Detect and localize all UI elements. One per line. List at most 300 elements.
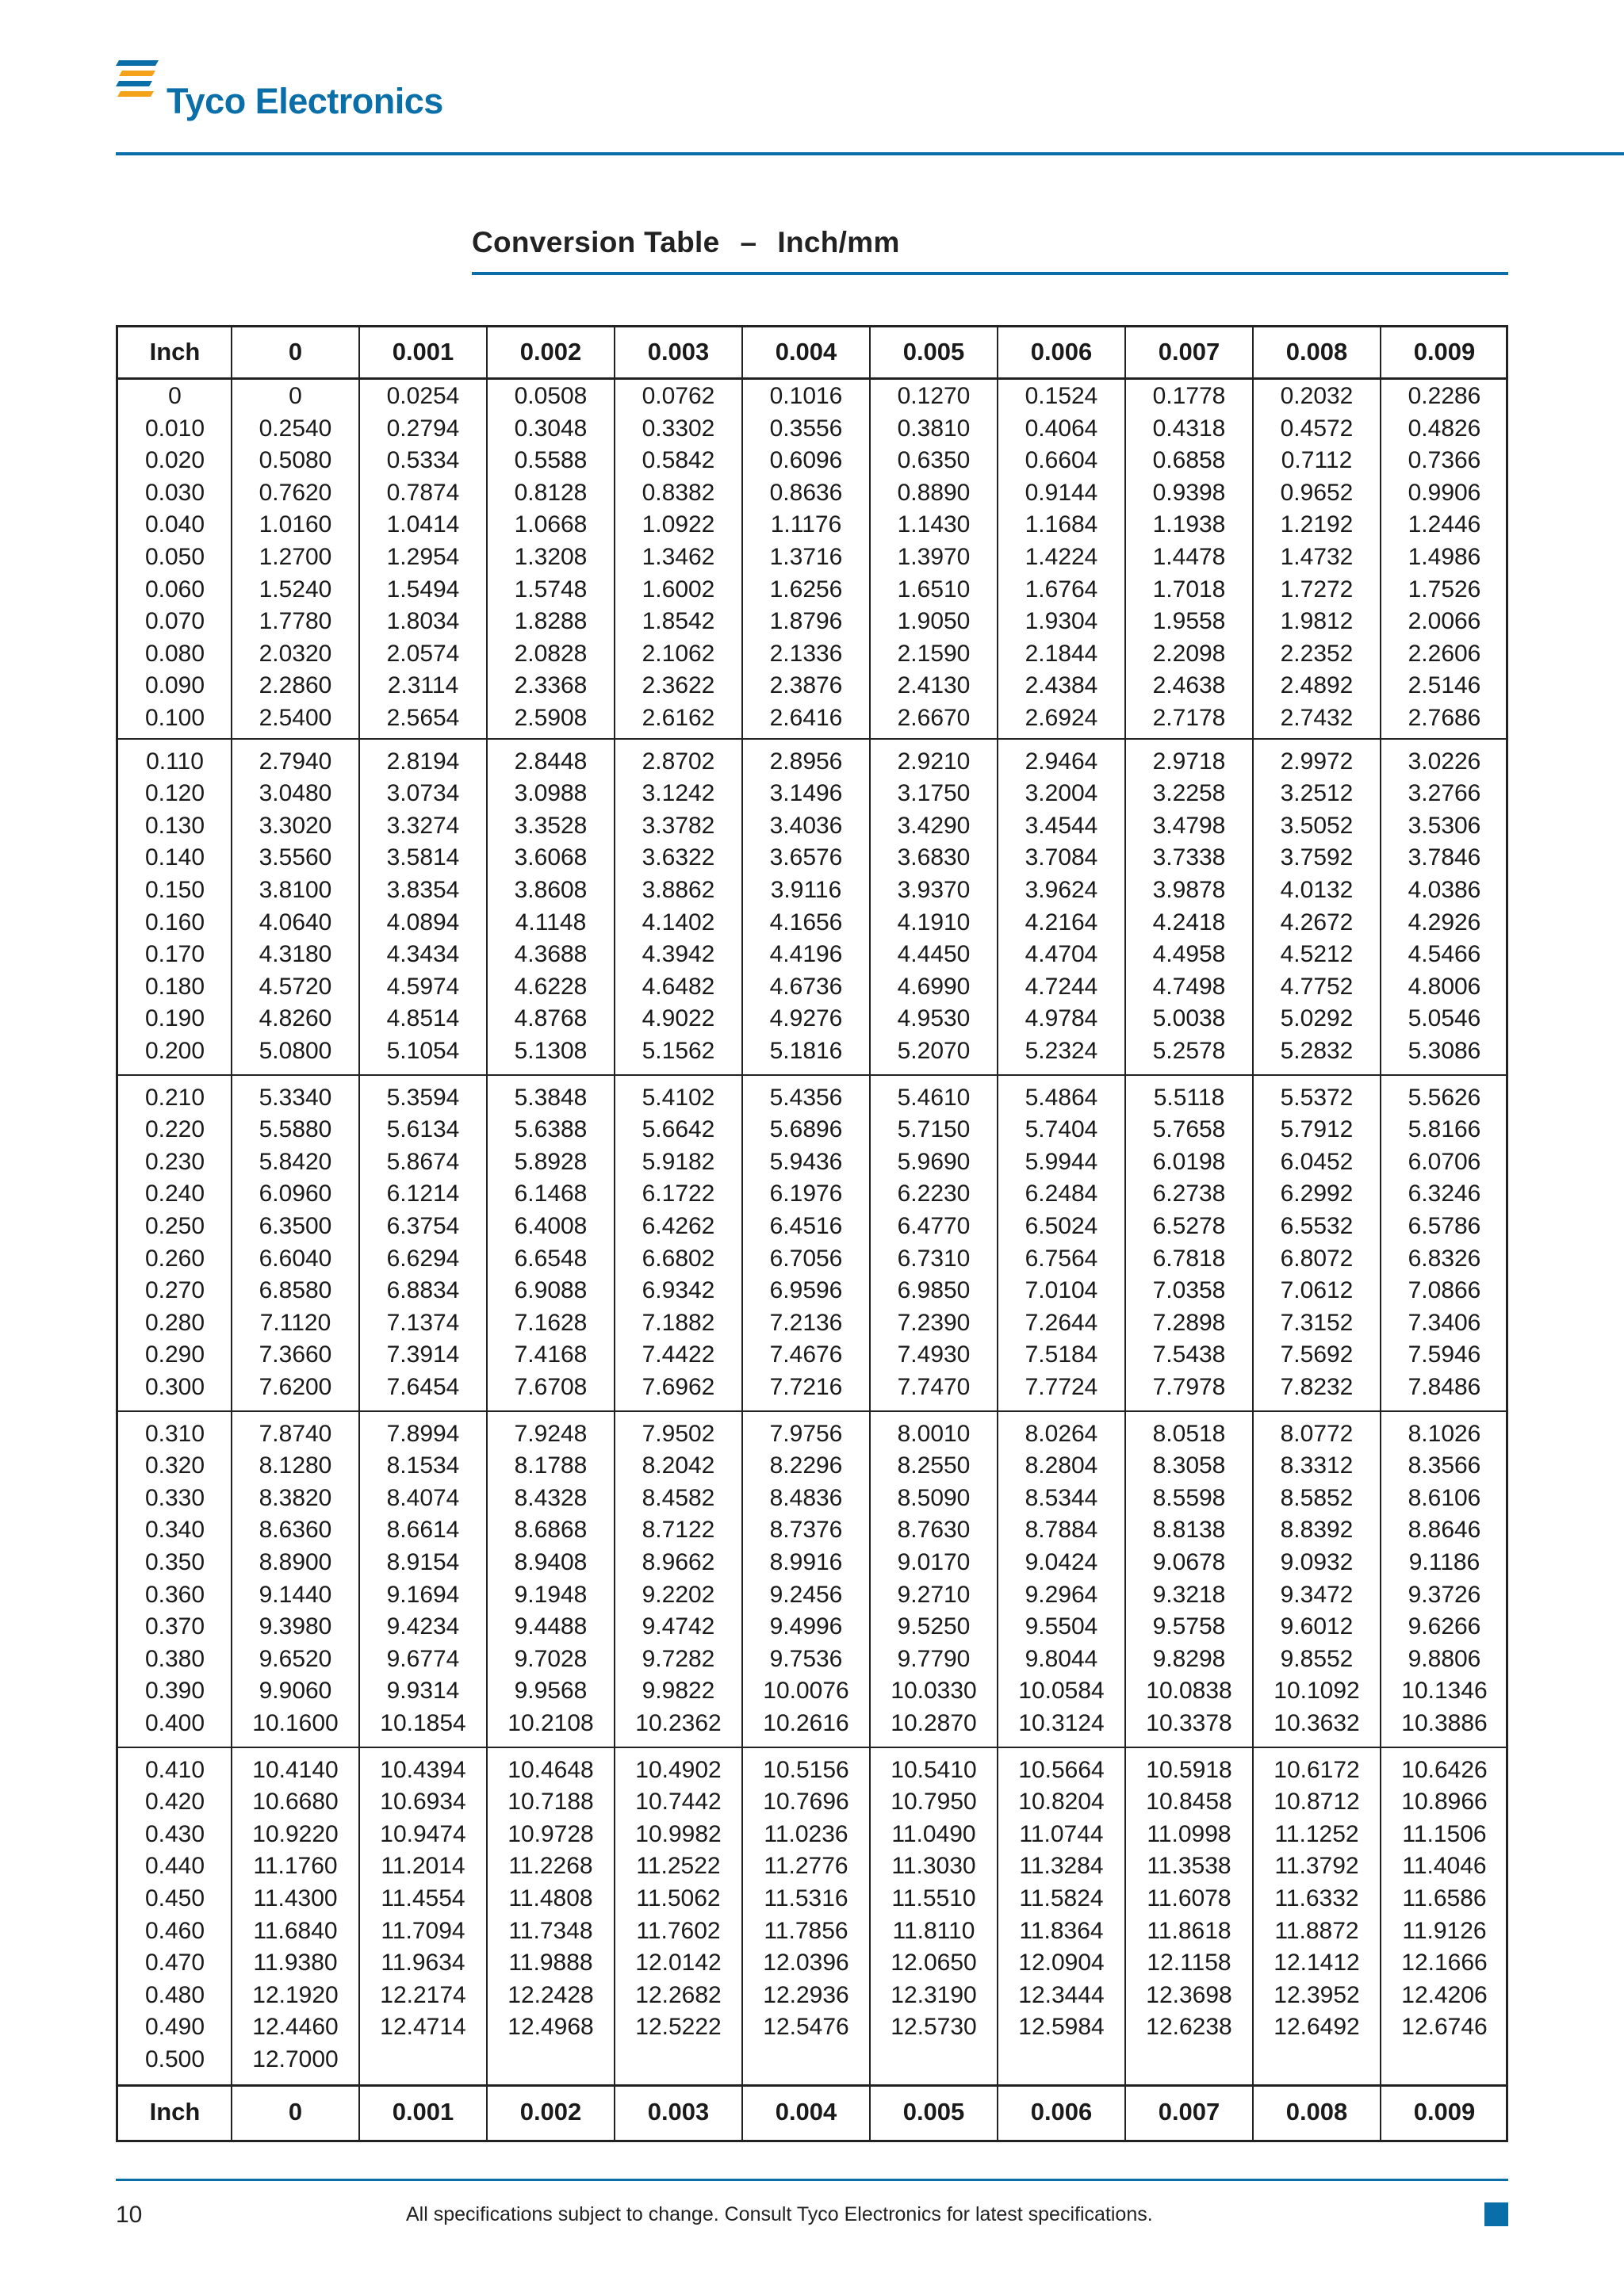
mm-value-cell: 3.3782	[642, 812, 715, 839]
mm-value-cell: 10.6172	[1274, 1756, 1360, 1783]
mm-value-cell: 0.2794	[386, 415, 460, 442]
table-row	[118, 1947, 1506, 1980]
table-row	[118, 1450, 1506, 1483]
table-row	[118, 1339, 1506, 1372]
header-cell: 0.008	[1285, 2098, 1348, 2126]
inch-value-cell: 0.250	[144, 1213, 205, 1239]
mm-value-cell: 10.1092	[1274, 1678, 1360, 1705]
mm-value-cell: 6.8072	[1280, 1245, 1354, 1272]
mm-value-cell: 8.5090	[897, 1484, 971, 1511]
column-divider	[486, 327, 488, 2140]
mm-value-cell: 6.7056	[769, 1245, 843, 1272]
header-cell: 0.001	[392, 338, 454, 365]
mm-value-cell: 11.6840	[253, 1917, 338, 1944]
table-row	[118, 1547, 1506, 1579]
mm-value-cell: 11.5510	[891, 1885, 976, 1911]
mm-value-cell: 11.3792	[1274, 1853, 1359, 1880]
mm-value-cell: 0.6096	[769, 447, 843, 474]
mm-value-cell: 10.9982	[635, 1820, 722, 1847]
table-row	[118, 1146, 1506, 1179]
mm-value-cell: 10.3378	[1146, 1710, 1232, 1736]
mm-value-cell: 5.5372	[1280, 1084, 1354, 1111]
page-title-separator: –	[740, 226, 757, 258]
mm-value-cell: 6.9850	[897, 1277, 971, 1304]
mm-value-cell: 1.7018	[1152, 576, 1226, 603]
inch-value-cell: 0.130	[144, 812, 205, 839]
mm-value-cell: 8.2042	[642, 1452, 715, 1479]
mm-value-cell: 4.6736	[769, 973, 843, 1000]
mm-value-cell: 8.7376	[769, 1517, 843, 1544]
table-row	[118, 1644, 1506, 1676]
mm-value-cell: 9.5758	[1152, 1613, 1226, 1640]
mm-value-cell: 5.7404	[1025, 1116, 1098, 1143]
mm-value-cell: 0.3302	[642, 415, 715, 442]
mm-value-cell: 0.5080	[259, 447, 332, 474]
mm-value-cell: 1.0414	[386, 511, 460, 538]
header-cell: 0.005	[902, 2098, 965, 2126]
footer-rule	[116, 2179, 1508, 2181]
mm-value-cell: 8.0010	[897, 1420, 971, 1447]
table-divider	[118, 2084, 1506, 2087]
mm-value-cell: 5.3848	[514, 1084, 588, 1111]
inch-value-cell: 0.500	[144, 2046, 205, 2072]
mm-value-cell: 4.4704	[1025, 941, 1098, 968]
mm-value-cell: 1.4478	[1152, 544, 1226, 570]
inch-value-cell: 0.150	[144, 877, 205, 903]
mm-value-cell: 5.5626	[1408, 1084, 1481, 1111]
inch-value-cell: 0.380	[144, 1645, 205, 1672]
mm-value-cell: 2.4638	[1152, 672, 1226, 699]
mm-value-cell: 10.2616	[763, 1710, 849, 1736]
mm-value-cell: 10.3124	[1018, 1710, 1105, 1736]
mm-value-cell: 2.8448	[514, 748, 588, 775]
mm-value-cell: 0.2540	[259, 415, 332, 442]
mm-value-cell: 9.9060	[259, 1678, 332, 1705]
mm-value-cell: 8.4836	[769, 1484, 843, 1511]
mm-value-cell: 12.4714	[380, 2014, 466, 2041]
inch-value-cell: 0.430	[144, 1820, 205, 1847]
mm-value-cell: 7.8486	[1408, 1374, 1481, 1400]
table-row	[118, 670, 1506, 702]
mm-value-cell: 0.4572	[1280, 415, 1354, 442]
mm-value-cell: 12.1158	[1147, 1950, 1231, 1976]
mm-value-cell: 11.2268	[508, 1853, 593, 1880]
mm-value-cell: 8.5598	[1152, 1484, 1226, 1511]
mm-value-cell: 8.3566	[1408, 1452, 1481, 1479]
mm-value-cell: 7.5184	[1025, 1341, 1098, 1368]
mm-value-cell: 11.1252	[1274, 1820, 1359, 1847]
mm-value-cell: 12.1920	[252, 1981, 339, 2008]
mm-value-cell: 1.9812	[1280, 608, 1354, 635]
mm-value-cell: 3.9624	[1025, 877, 1098, 903]
inch-value-cell: 0.070	[144, 608, 205, 635]
mm-value-cell: 4.0386	[1408, 877, 1481, 903]
mm-value-cell: 12.0904	[1018, 1950, 1105, 1976]
mm-value-cell: 11.5824	[1019, 1885, 1104, 1911]
inch-value-cell: 0.490	[144, 2014, 205, 2041]
table-row	[118, 445, 1506, 477]
mm-value-cell: 12.0650	[891, 1950, 977, 1976]
mm-value-cell: 2.6670	[897, 705, 971, 731]
table-row	[118, 1786, 1506, 1819]
mm-value-cell: 10.2108	[508, 1710, 594, 1736]
mm-value-cell: 2.7940	[259, 748, 332, 775]
mm-value-cell: 9.3218	[1152, 1581, 1226, 1608]
inch-value-cell: 0.300	[144, 1374, 205, 1400]
mm-value-cell: 5.4356	[769, 1084, 843, 1111]
mm-value-cell: 9.6520	[259, 1645, 332, 1672]
page-title-unit: Inch/mm	[777, 226, 900, 258]
mm-value-cell: 1.6256	[769, 576, 843, 603]
mm-value-cell: 2.1336	[769, 640, 843, 667]
mm-value-cell: 10.9474	[380, 1820, 466, 1847]
inch-value-cell: 0.290	[144, 1341, 205, 1368]
mm-value-cell: 5.0546	[1408, 1005, 1481, 1032]
mm-value-cell: 10.1854	[380, 1710, 466, 1736]
mm-value-cell: 8.2804	[1025, 1452, 1098, 1479]
column-divider	[358, 327, 360, 2140]
mm-value-cell: 11.3284	[1019, 1853, 1104, 1880]
mm-value-cell: 2.7686	[1408, 705, 1481, 731]
mm-value-cell: 5.1308	[514, 1038, 588, 1064]
mm-value-cell: 11.6586	[1402, 1885, 1487, 1911]
mm-value-cell: 12.6238	[1146, 2014, 1232, 2041]
mm-value-cell: 3.8100	[259, 877, 332, 903]
mm-value-cell: 0.7874	[386, 479, 460, 506]
inch-value-cell: 0.020	[144, 447, 205, 474]
mm-value-cell: 9.1440	[259, 1581, 332, 1608]
footer-disclaimer: All specifications subject to change. Consult Tyco Electronics for latest specifications.	[406, 2203, 1153, 2225]
mm-value-cell: 11.6078	[1147, 1885, 1231, 1911]
mm-value-cell: 8.4582	[642, 1484, 715, 1511]
mm-value-cell: 4.8260	[259, 1005, 332, 1032]
mm-value-cell: 4.5720	[259, 973, 332, 1000]
mm-value-cell: 12.5730	[891, 2014, 977, 2041]
mm-value-cell: 12.2428	[508, 1981, 594, 2008]
mm-value-cell: 10.1600	[252, 1710, 339, 1736]
table-row	[118, 1418, 1506, 1451]
tyco-logo	[116, 59, 481, 125]
mm-value-cell: 5.3086	[1408, 1038, 1481, 1064]
mm-value-cell: 0.9652	[1280, 479, 1354, 506]
table-row	[118, 1514, 1506, 1547]
mm-value-cell: 11.4554	[381, 1885, 465, 1911]
mm-value-cell: 6.8580	[259, 1277, 332, 1304]
mm-value-cell: 2.7432	[1280, 705, 1354, 731]
mm-value-cell: 8.5344	[1025, 1484, 1098, 1511]
mm-value-cell: 9.0678	[1152, 1549, 1226, 1575]
mm-value-cell: 5.4864	[1025, 1084, 1098, 1111]
mm-value-cell: 9.2964	[1025, 1581, 1098, 1608]
mm-value-cell: 7.6200	[259, 1374, 332, 1400]
mm-value-cell: 6.6548	[514, 1245, 588, 1272]
table-row	[118, 1850, 1506, 1883]
mm-value-cell: 2.4384	[1025, 672, 1098, 699]
mm-value-cell	[870, 2044, 998, 2076]
mm-value-cell: 3.1750	[897, 780, 971, 807]
header-cell: 0.004	[775, 2098, 837, 2126]
mm-value-cell: 12.3952	[1274, 1981, 1360, 2008]
mm-value-cell: 4.0894	[386, 909, 460, 936]
mm-value-cell: 0.3556	[769, 415, 843, 442]
mm-value-cell: 2.8956	[769, 748, 843, 775]
mm-value-cell: 12.0142	[635, 1950, 722, 1976]
mm-value-cell: 7.0612	[1280, 1277, 1354, 1304]
mm-value-cell: 3.0480	[259, 780, 332, 807]
mm-value-cell: 0.3810	[897, 415, 971, 442]
header-cell: 0.007	[1158, 338, 1220, 365]
column-divider	[1124, 327, 1126, 2140]
mm-value-cell: 7.3914	[386, 1341, 460, 1368]
mm-value-cell: 4.3942	[642, 941, 715, 968]
mm-value-cell: 11.7348	[508, 1917, 593, 1944]
mm-value-cell: 0.1016	[769, 383, 843, 409]
mm-value-cell: 0.2032	[1280, 383, 1354, 409]
mm-value-cell: 4.8768	[514, 1005, 588, 1032]
table-row	[118, 810, 1506, 843]
mm-value-cell: 5.5118	[1153, 1084, 1225, 1111]
mm-value-cell: 8.3058	[1152, 1452, 1226, 1479]
inch-value-cell: 0.240	[144, 1181, 205, 1207]
mm-value-cell: 8.0772	[1280, 1420, 1354, 1447]
mm-value-cell: 6.0452	[1280, 1148, 1354, 1175]
mm-value-cell: 2.9972	[1280, 748, 1354, 775]
mm-value-cell: 9.1186	[1408, 1549, 1480, 1575]
mm-value-cell: 2.2606	[1408, 640, 1481, 667]
mm-value-cell: 11.9888	[508, 1950, 593, 1976]
table-row	[118, 1675, 1506, 1708]
page-title-main: Conversion Table	[472, 226, 720, 258]
mm-value-cell	[359, 2044, 487, 2076]
mm-value-cell: 12.5476	[763, 2014, 849, 2041]
table-row	[118, 606, 1506, 638]
mm-value-cell: 3.7846	[1408, 844, 1481, 871]
mm-value-cell: 7.8994	[386, 1420, 460, 1447]
mm-value-cell: 5.9944	[1025, 1148, 1098, 1175]
inch-value-cell: 0.230	[144, 1148, 205, 1175]
table-footer-row	[118, 2086, 1506, 2138]
mm-value-cell: 1.2954	[386, 544, 460, 570]
table-divider	[118, 377, 1506, 380]
mm-value-cell: 11.0998	[1147, 1820, 1231, 1847]
inch-value-cell: 0.100	[144, 705, 205, 731]
mm-value-cell: 10.7188	[508, 1789, 594, 1816]
mm-value-cell: 6.7564	[1025, 1245, 1098, 1272]
mm-value-cell: 9.6774	[386, 1645, 460, 1672]
mm-value-cell: 7.6962	[642, 1374, 715, 1400]
mm-value-cell: 11.5062	[636, 1885, 721, 1911]
brand-name: Tyco Electronics	[167, 81, 443, 121]
mm-value-cell: 4.9530	[897, 1005, 971, 1032]
mm-value-cell: 9.7536	[769, 1645, 843, 1672]
mm-value-cell: 7.4676	[769, 1341, 843, 1368]
table-row	[118, 1178, 1506, 1211]
mm-value-cell: 9.9568	[514, 1678, 588, 1705]
mm-value-cell: 6.2738	[1152, 1181, 1226, 1207]
mm-value-cell: 9.3726	[1408, 1581, 1481, 1608]
inch-value-cell: 0.050	[144, 544, 205, 570]
mm-value-cell: 5.6388	[514, 1116, 588, 1143]
mm-value-cell: 8.6360	[259, 1517, 332, 1544]
mm-value-cell: 7.8740	[259, 1420, 332, 1447]
column-divider	[869, 327, 871, 2140]
mm-value-cell: 1.4732	[1280, 544, 1354, 570]
table-row	[118, 1915, 1506, 1948]
mm-value-cell: 12.6746	[1401, 2014, 1488, 2041]
mm-value-cell: 9.4996	[769, 1613, 843, 1640]
mm-value-cell	[1125, 2044, 1253, 2076]
mm-value-cell: 1.5240	[259, 576, 332, 603]
mm-value-cell: 1.5748	[514, 576, 588, 603]
mm-value-cell: 8.2296	[769, 1452, 843, 1479]
mm-value-cell: 7.3152	[1280, 1309, 1354, 1336]
mm-value-cell: 11.9126	[1402, 1917, 1487, 1944]
mm-value-cell: 4.7752	[1280, 973, 1354, 1000]
mm-value-cell: 4.7244	[1025, 973, 1098, 1000]
mm-value-cell: 6.1468	[514, 1181, 588, 1207]
mm-value-cell: 6.2230	[897, 1181, 971, 1207]
mm-value-cell: 5.0038	[1152, 1005, 1226, 1032]
mm-value-cell: 3.7084	[1025, 844, 1098, 871]
mm-value-cell: 5.5880	[259, 1116, 332, 1143]
mm-value-cell: 0.5334	[386, 447, 460, 474]
mm-value-cell: 1.1938	[1152, 511, 1226, 538]
mm-value-cell: 3.4798	[1152, 812, 1226, 839]
mm-value-cell: 12.6492	[1274, 2014, 1360, 2041]
mm-value-cell: 6.4770	[897, 1213, 971, 1239]
mm-value-cell: 11.8364	[1019, 1917, 1104, 1944]
mm-value-cell: 7.3406	[1408, 1309, 1481, 1336]
mm-value-cell: 11.0744	[1019, 1820, 1104, 1847]
mm-value-cell: 1.8034	[386, 608, 460, 635]
mm-value-cell: 7.1628	[514, 1309, 588, 1336]
mm-value-cell: 7.7724	[1025, 1374, 1098, 1400]
mm-value-cell: 5.1562	[642, 1038, 715, 1064]
mm-value-cell: 2.2860	[259, 672, 332, 699]
mm-value-cell: 8.8392	[1280, 1517, 1354, 1544]
mm-value-cell: 7.7216	[769, 1374, 843, 1400]
mm-value-cell: 7.2898	[1152, 1309, 1226, 1336]
mm-value-cell: 7.4168	[514, 1341, 588, 1368]
mm-value-cell: 6.0706	[1408, 1148, 1481, 1175]
table-row	[118, 2044, 1506, 2076]
mm-value-cell: 11.0236	[764, 1820, 848, 1847]
mm-value-cell: 3.7338	[1152, 844, 1226, 871]
mm-value-cell: 7.0358	[1152, 1277, 1226, 1304]
table-row	[118, 413, 1506, 446]
mm-value-cell: 2.3876	[769, 672, 843, 699]
mm-value-cell: 12.7000	[252, 2046, 339, 2072]
mm-value-cell: 2.1062	[642, 640, 715, 667]
mm-value-cell: 0.9398	[1152, 479, 1226, 506]
mm-value-cell: 7.3660	[259, 1341, 332, 1368]
mm-value-cell: 6.7818	[1152, 1245, 1226, 1272]
inch-value-cell: 0.170	[144, 941, 205, 968]
table-row	[118, 1611, 1506, 1644]
mm-value-cell: 2.1844	[1025, 640, 1098, 667]
mm-value-cell: 1.1684	[1025, 511, 1098, 538]
mm-value-cell: 4.6228	[514, 973, 588, 1000]
mm-value-cell: 3.1496	[769, 780, 843, 807]
mm-value-cell: 8.1280	[259, 1452, 332, 1479]
mm-value-cell: 1.8796	[769, 608, 843, 635]
mm-value-cell: 5.8928	[514, 1148, 588, 1175]
mm-value-cell: 12.2174	[380, 1981, 466, 2008]
mm-value-cell: 0.0762	[642, 383, 715, 409]
mm-value-cell: 0	[289, 383, 302, 409]
mm-value-cell: 10.6680	[252, 1789, 339, 1816]
mm-value-cell: 10.4902	[635, 1756, 722, 1783]
mm-value-cell: 7.4422	[642, 1341, 715, 1368]
mm-value-cell: 5.2578	[1152, 1038, 1226, 1064]
table-row	[118, 541, 1506, 574]
page-title	[472, 226, 900, 259]
table-row	[118, 746, 1506, 779]
mm-value-cell: 8.8646	[1408, 1517, 1481, 1544]
mm-value-cell: 3.5306	[1408, 812, 1481, 839]
mm-value-cell: 8.0264	[1025, 1420, 1098, 1447]
mm-value-cell: 9.2456	[769, 1581, 843, 1608]
mm-value-cell: 10.5664	[1018, 1756, 1105, 1783]
mm-value-cell: 2.5654	[386, 705, 460, 731]
mm-value-cell: 5.1054	[386, 1038, 460, 1064]
mm-value-cell: 11.4300	[253, 1885, 338, 1911]
table-row	[118, 1980, 1506, 2012]
mm-value-cell: 7.0866	[1408, 1277, 1481, 1304]
mm-value-cell: 12.5222	[635, 2014, 722, 2041]
mm-value-cell: 2.3114	[387, 672, 459, 699]
mm-value-cell: 8.8138	[1152, 1517, 1226, 1544]
table-divider	[118, 1410, 1506, 1412]
mm-value-cell: 2.0320	[259, 640, 332, 667]
mm-value-cell: 10.5410	[891, 1756, 977, 1783]
mm-value-cell: 3.6576	[769, 844, 843, 871]
header-cell: 0.009	[1413, 338, 1476, 365]
mm-value-cell: 3.4290	[897, 812, 971, 839]
mm-value-cell: 3.7592	[1280, 844, 1354, 871]
mm-value-cell: 0.6604	[1025, 447, 1098, 474]
mm-value-cell: 0.9906	[1408, 479, 1481, 506]
mm-value-cell	[742, 2044, 870, 2076]
inch-value-cell: 0.080	[144, 640, 205, 667]
mm-value-cell: 7.0104	[1025, 1277, 1098, 1304]
mm-value-cell: 6.3500	[259, 1213, 332, 1239]
inch-value-cell: 0.340	[144, 1517, 205, 1544]
mm-value-cell: 11.7856	[764, 1917, 848, 1944]
mm-value-cell: 9.8552	[1280, 1645, 1354, 1672]
mm-value-cell: 1.6510	[897, 576, 971, 603]
mm-value-cell: 2.5146	[1408, 672, 1481, 699]
inch-value-cell: 0.160	[144, 909, 205, 936]
mm-value-cell: 0.2286	[1408, 383, 1481, 409]
mm-value-cell: 4.5212	[1280, 941, 1354, 968]
mm-value-cell: 12.1666	[1401, 1950, 1488, 1976]
mm-value-cell: 8.3820	[259, 1484, 332, 1511]
mm-value-cell: 10.9728	[508, 1820, 594, 1847]
inch-value-cell: 0.220	[144, 1116, 205, 1143]
mm-value-cell: 9.4234	[386, 1613, 460, 1640]
title-rule	[472, 272, 1508, 275]
header-rule	[116, 152, 1624, 155]
mm-value-cell: 0.1270	[897, 383, 971, 409]
mm-value-cell: 5.0292	[1280, 1005, 1354, 1032]
mm-value-cell: 4.1656	[769, 909, 843, 936]
header-cell: 0.004	[775, 338, 837, 365]
mm-value-cell: 8.7630	[897, 1517, 971, 1544]
mm-value-cell: 7.5692	[1280, 1341, 1354, 1368]
mm-value-cell: 8.8900	[259, 1549, 332, 1575]
table-row	[118, 939, 1506, 971]
